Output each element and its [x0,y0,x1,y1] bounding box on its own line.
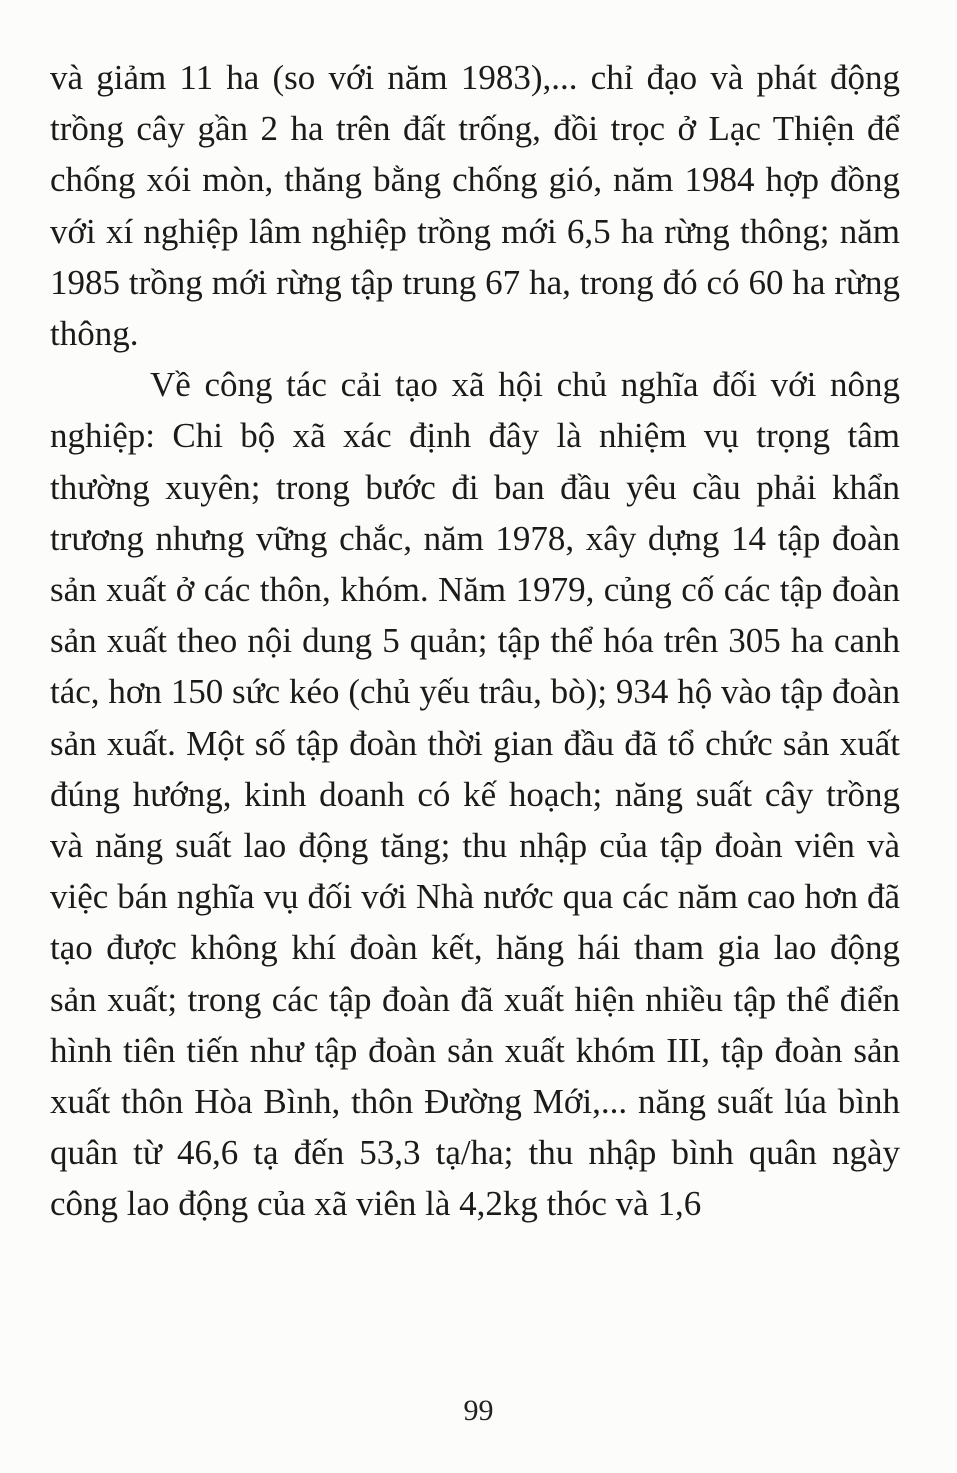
body-text [50,52,900,1230]
paragraph-continuation: và giảm 11 ha (so với năm 1983),... chỉ đạo và phát động trồng cây gần 2 ha trên đất trống, đồi trọc ở Lạc Thiện để chống xói mòn, thăng bằng chống gió, năm 1984 hợp đồng với xí nghiệp lâm nghiệp trồng mới 6,5 ha rừng thông; năm 1985 trồng mới rừng tập trung 67 ha, trong đó có 60 ha rừng thông. [50,58,900,354]
page-number: 99 [463,1394,494,1427]
paragraph-socialist-reform: Về công tác cải tạo xã hội chủ nghĩa đối với nông nghiệp: Chi bộ xã xác định đây là nhiệm vụ trọng tâm thường xuyên; trong bước đi ban đầu yêu cầu phải khẩn trương nhưng vững chắc, năm 1978, xây dựng 14 tập đoàn sản xuất ở các thôn, khóm. Năm 1979, củng cố các tập đoàn sản xuất theo nội dung 5 quản; tập thể hóa trên 305 ha canh tác, hơn 150 sức kéo (chủ yếu trâu, bò); 934 hộ vào tập đoàn sản xuất. Một số tập đoàn thời gian đầu đã tổ chức sản xuất đúng hướng, kinh doanh có kế hoạch; năng suất cây trồng và năng suất lao động tăng; thu nhập của tập đoàn viên và việc bán nghĩa vụ đối với Nhà nước qua các năm cao hơn đã tạo được không khí đoàn kết, hăng hái tham gia lao động sản xuất; trong các tập đoàn đã xuất hiện nhiều tập thể điển hình tiên tiến như tập đoàn sản xuất khóm III, tập đoàn sản xuất thôn Hòa Bình, thôn Đường Mới,... năng suất lúa bình quân từ 46,6 tạ đến 53,3 tạ/ha; thu nhập bình quân ngày công lao động của xã viên là 4,2kg thóc và 1,6 [50,365,900,1224]
